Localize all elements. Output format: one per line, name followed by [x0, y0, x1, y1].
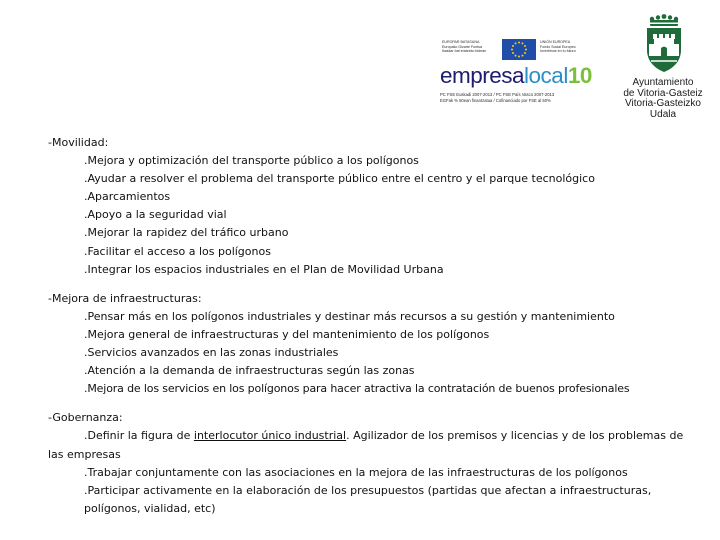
empresalocal-wordmark — [440, 62, 602, 90]
list-item: .Apoyo a la seguridad vial — [84, 208, 227, 222]
list-item: .Trabajar conjuntamente con las asociaciones en la mejora de las infraestructuras de los polígonos — [84, 465, 628, 479]
list-item: .Mejora general de infraestructuras y del mantenimiento de los polígonos — [84, 327, 490, 341]
brand-part-2: local — [524, 63, 568, 88]
item-text: .Definir la figura de — [84, 429, 194, 443]
section-title: -Mejora de infraestructuras: — [48, 291, 202, 305]
brand-part-3: 10 — [567, 63, 592, 88]
eu-logo-top-row — [440, 38, 602, 62]
ayuntamiento-name: Ayuntamiento de Vitoria-Gasteiz Vitoria-Gasteizko Udala — [623, 77, 703, 120]
eu-left-caption: EUROPAR BATASUNA Europako Gizarte Funtsa Ikaskar bat eratzeko bidean — [442, 40, 487, 54]
list-item — [48, 427, 698, 463]
document-body — [48, 134, 698, 518]
section-gobernanza — [48, 409, 698, 518]
list-item: .Ayudar a resolver el problema del transporte público entre el centro y el parque tecnológico — [84, 172, 595, 186]
city-coat-of-arms-icon — [637, 14, 691, 74]
underlined-term: interlocutor único industrial — [193, 429, 347, 443]
eu-cofinancing-caption: PC FSE Euskadi 2007-2013 / PC FSE País Vasco 2007-2013 EGFak % 50ean finantzatua / Cofinanciado por FSE al 50% — [440, 92, 555, 103]
eu-right-caption: UNIÓN EUROPEA Fondo Social Europeo Invertimos en tu futuro — [540, 40, 576, 54]
list-item: .Mejora de los servicios en los polígonos para hacer atractiva la contratación de buenos profesionales — [84, 382, 630, 396]
list-item: .Servicios avanzados en las zonas industriales — [84, 346, 339, 360]
list-item: .Atención a la demanda de infraestructuras según las zonas — [84, 364, 415, 378]
section-infraestructuras — [48, 290, 698, 399]
brand-part-1: empresa — [440, 63, 525, 88]
list-item: .Participar activamente en la elaboración de los presupuestos (partidas que afectan a infraestructuras, polígonos, vialidad, etc) — [84, 483, 652, 515]
list-item: .Mejora y optimización del transporte público a los polígonos — [84, 154, 419, 168]
section-title: -Gobernanza: — [48, 411, 123, 425]
list-item: .Aparcamientos — [84, 190, 171, 204]
item-text: . Agilizador de los premisos y licencias y de los problemas de las empresas — [48, 429, 684, 461]
list-item: .Integrar los espacios industriales en el Plan de Movilidad Urbana — [84, 262, 444, 276]
eu-empresalocal-logo — [440, 38, 602, 110]
section-title: -Movilidad: — [48, 136, 109, 149]
eu-flag-icon — [502, 39, 536, 60]
list-item: .Facilitar el acceso a los polígonos — [84, 244, 271, 258]
ayuntamiento-logo — [618, 14, 708, 120]
list-item: .Pensar más en los polígonos industriales y destinar más recursos a su gestión y mantenimiento — [84, 309, 615, 323]
list-item: .Mejorar la rapidez del tráfico urbano — [84, 226, 289, 240]
section-movilidad — [48, 134, 698, 279]
